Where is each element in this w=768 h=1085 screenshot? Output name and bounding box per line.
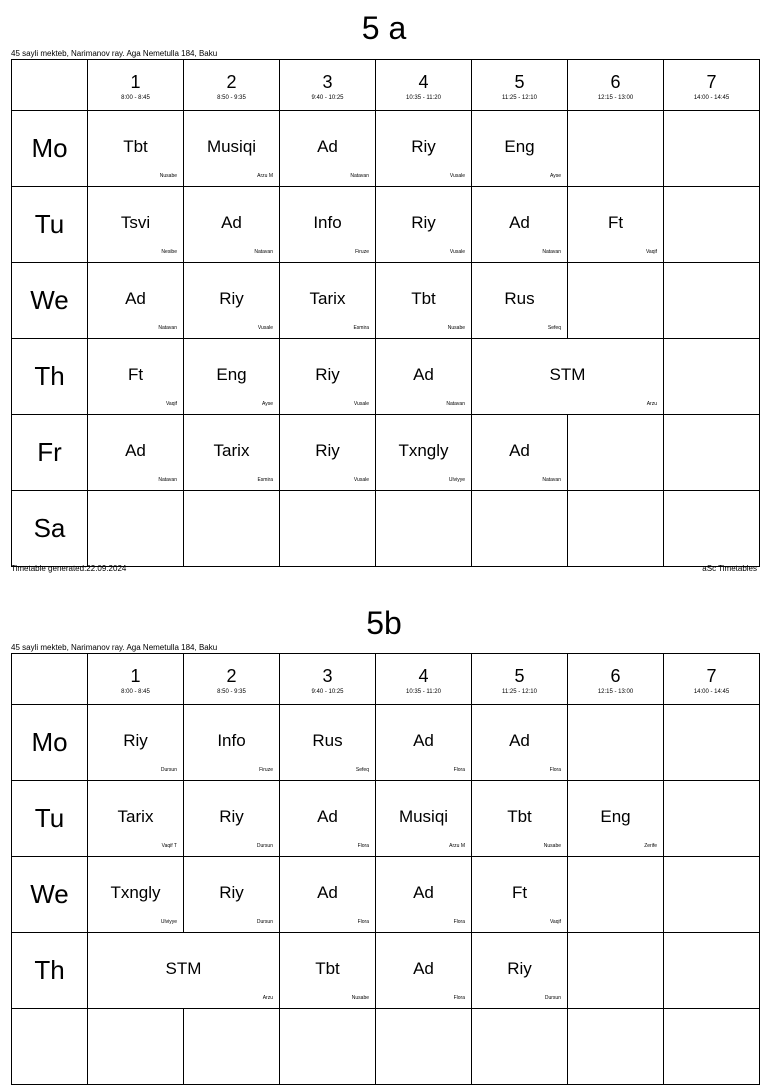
lesson-teacher: Firuze [259,767,273,773]
lesson-teacher: Flora [549,767,561,773]
period-time: 8:50 - 9:35 [217,95,246,101]
period-number: 3 [322,666,333,686]
lesson-subject: Info [313,213,342,232]
lesson-subject: Eng [600,807,631,826]
lesson-cell [280,933,376,1009]
period-header [184,654,280,705]
period-time: 10:35 - 11:20 [406,689,441,695]
lesson-subject: Eng [216,365,247,384]
lesson-teacher: Vusale [257,325,273,331]
lesson-subject: Ad [221,213,242,232]
lesson-subject: Rus [504,289,535,308]
period-number: 4 [418,666,429,686]
lesson-teacher: Vaqif [645,249,657,255]
lesson-cell [280,263,376,339]
lesson-cell [88,263,184,339]
lesson-cell [280,187,376,263]
lesson-cell [184,339,280,415]
lesson-teacher: Dursun [160,767,177,773]
lesson-subject: Txngly [398,441,449,460]
lesson-teacher: Nusabe [159,173,177,179]
lesson-cell [280,857,376,933]
lesson-subject: Eng [504,137,535,156]
lesson-cell [376,781,472,857]
lesson-teacher: Vaqif T [161,843,177,849]
timetable-title: 5 a [361,10,407,46]
lesson-cell [376,933,472,1009]
lesson-teacher: Natavan [158,477,177,483]
lesson-subject: Riy [219,807,244,826]
period-time: 12:15 - 13:00 [597,689,634,695]
lesson-teacher: Sefeq [355,767,369,773]
lesson-cell [184,857,280,933]
period-time: 8:50 - 9:35 [217,689,246,695]
lesson-cell [280,781,376,857]
empty-cell [280,491,376,567]
period-number: 6 [610,666,621,686]
lesson-subject: STM [165,959,202,978]
lesson-teacher: Zerife [644,843,657,849]
lesson-subject: Musiqi [206,137,257,156]
lesson-cell [88,933,280,1009]
empty-cell [376,1009,472,1085]
empty-cell [280,1009,376,1085]
timetable-grid [11,653,760,1085]
empty-cell [376,491,472,567]
period-header [280,654,376,705]
lesson-teacher: Natavan [446,401,465,407]
lesson-teacher: Ayse [549,173,561,179]
period-header [664,654,760,705]
period-time: 14:00 - 14:45 [693,689,730,695]
lesson-subject: Riy [507,959,532,978]
lesson-cell [376,111,472,187]
period-number: 7 [706,72,717,92]
empty-cell [568,705,664,781]
empty-cell [664,339,760,415]
period-header [472,60,568,111]
lesson-subject: Ad [509,213,530,232]
lesson-cell [88,111,184,187]
timetable-grid [11,59,760,567]
period-time: 14:00 - 14:45 [693,95,730,101]
lesson-cell [472,339,664,415]
day-label: Th [12,933,88,1009]
lesson-subject: Riy [411,137,436,156]
lesson-subject: Tarix [117,807,154,826]
period-header [88,60,184,111]
lesson-cell [280,111,376,187]
empty-cell [664,111,760,187]
lesson-teacher: Esmira [353,325,369,331]
generated-date: Timetable generated:22.09.2024 [11,564,127,573]
lesson-teacher: Dursun [256,919,273,925]
corner-cell [12,60,88,111]
lesson-subject: Riy [219,883,244,902]
lesson-subject: Tbt [315,959,340,978]
period-time: 8:00 - 8:45 [121,95,150,101]
lesson-teacher: Natavan [350,173,369,179]
empty-cell [568,857,664,933]
lesson-cell [376,339,472,415]
day-label: Fr [12,415,88,491]
empty-cell [184,491,280,567]
empty-cell [664,1009,760,1085]
lesson-teacher: Dursun [256,843,273,849]
empty-cell [88,1009,184,1085]
lesson-teacher: Flora [357,919,369,925]
period-number: 3 [322,72,333,92]
lesson-cell [88,705,184,781]
lesson-subject: Ad [413,365,434,384]
lesson-teacher: Ulviyye [160,919,177,925]
period-number: 2 [226,72,237,92]
lesson-cell [88,187,184,263]
empty-cell [664,857,760,933]
empty-cell [568,1009,664,1085]
lesson-cell [376,263,472,339]
lesson-teacher: Vusale [353,401,369,407]
lesson-subject: Ad [317,137,338,156]
empty-cell [568,415,664,491]
period-time: 9:40 - 10:25 [311,95,344,101]
lesson-cell [184,111,280,187]
period-header [568,654,664,705]
lesson-cell [280,705,376,781]
period-header-row [12,60,760,111]
lesson-teacher: Ayse [261,401,273,407]
day-row [12,781,760,857]
lesson-cell [88,415,184,491]
period-number: 1 [130,666,141,686]
day-row [12,933,760,1009]
lesson-teacher: Firuze [355,249,369,255]
lesson-cell [472,187,568,263]
empty-cell [664,933,760,1009]
lesson-subject: Ad [509,731,530,750]
lesson-cell [472,415,568,491]
lesson-teacher: Arzu [262,995,273,1001]
lesson-subject: Ft [127,365,144,384]
day-label: We [12,263,88,339]
lesson-cell [88,339,184,415]
brand-label: aSc Timetables [702,564,757,573]
lesson-teacher: Natavan [158,325,177,331]
empty-cell [568,111,664,187]
lesson-subject: Ad [413,731,434,750]
lesson-subject: Info [217,731,246,750]
lesson-subject: Tarix [213,441,250,460]
lesson-teacher: Vusale [353,477,369,483]
period-time: 10:35 - 11:20 [406,95,441,101]
day-row [12,263,760,339]
lesson-cell [88,781,184,857]
period-header [280,60,376,111]
lesson-subject: Ad [125,289,146,308]
lesson-subject: STM [549,365,586,384]
lesson-teacher: Vaqif [549,919,561,925]
empty-cell [472,1009,568,1085]
lesson-teacher: Flora [453,767,465,773]
lesson-subject: Rus [312,731,343,750]
day-label: Mo [12,705,88,781]
lesson-subject: Riy [219,289,244,308]
lesson-teacher: Vaqif [165,401,177,407]
empty-cell [664,781,760,857]
period-header-row [12,654,760,705]
empty-cell [184,1009,280,1085]
day-row [12,187,760,263]
lesson-teacher: Natavan [254,249,273,255]
period-time: 12:15 - 13:00 [597,95,634,101]
period-time: 11:25 - 12:10 [502,689,537,695]
empty-cell [88,491,184,567]
lesson-teacher: Arzu [646,401,657,407]
empty-cell [472,491,568,567]
period-time: 11:25 - 12:10 [502,95,537,101]
lesson-cell [472,857,568,933]
lesson-cell [472,705,568,781]
day-row [12,111,760,187]
period-header [376,654,472,705]
lesson-cell [280,339,376,415]
lesson-teacher: Flora [453,919,465,925]
day-label: Th [12,339,88,415]
period-header [472,654,568,705]
lesson-subject: Ad [509,441,530,460]
empty-cell [664,705,760,781]
period-time: 9:40 - 10:25 [311,689,344,695]
period-header [376,60,472,111]
lesson-subject: Riy [315,441,340,460]
lesson-teacher: Ulviyye [448,477,465,483]
lesson-subject: Tbt [123,137,148,156]
lesson-subject: Tbt [507,807,532,826]
empty-cell [568,491,664,567]
lesson-cell [184,781,280,857]
lesson-teacher: Nusabe [447,325,465,331]
lesson-teacher: Nusabe [351,995,369,1001]
period-number: 2 [226,666,237,686]
school-address: 45 sayli mekteb, Narimanov ray. Aga Nemetulla 184, Baku [11,643,218,652]
lesson-teacher: Vusale [449,249,465,255]
lesson-subject: Ad [317,807,338,826]
lesson-cell [88,857,184,933]
lesson-cell [376,187,472,263]
empty-cell [664,187,760,263]
lesson-teacher: Natavan [542,249,561,255]
lesson-subject: Riy [411,213,436,232]
period-number: 4 [418,72,429,92]
lesson-subject: Riy [123,731,148,750]
lesson-teacher: Flora [453,995,465,1001]
lesson-subject: Ft [607,213,624,232]
lesson-cell [376,857,472,933]
day-row [12,491,760,567]
day-row [12,857,760,933]
day-label: Mo [12,111,88,187]
empty-cell [664,263,760,339]
lesson-cell [472,111,568,187]
school-address: 45 sayli mekteb, Narimanov ray. Aga Nemetulla 184, Baku [11,49,218,58]
lesson-teacher: Nusabe [543,843,561,849]
lesson-cell [184,263,280,339]
lesson-cell [568,781,664,857]
lesson-teacher: Arzu M [449,843,465,849]
lesson-teacher: Natavan [542,477,561,483]
period-header [184,60,280,111]
lesson-teacher: Flora [357,843,369,849]
lesson-cell [280,415,376,491]
period-header [568,60,664,111]
lesson-subject: Tbt [411,289,436,308]
day-row [12,339,760,415]
period-number: 7 [706,666,717,686]
day-label: Tu [12,187,88,263]
period-time: 8:00 - 8:45 [121,689,150,695]
empty-cell [568,933,664,1009]
day-label: Sa [12,491,88,567]
lesson-teacher: Dursun [544,995,561,1001]
lesson-cell [472,263,568,339]
day-row [12,705,760,781]
lesson-subject: Riy [315,365,340,384]
lesson-cell [472,933,568,1009]
period-header [664,60,760,111]
lesson-subject: Tsvi [120,213,151,232]
timetable-title: 5b [366,605,402,641]
lesson-subject: Txngly [110,883,161,902]
day-label: We [12,857,88,933]
period-number: 6 [610,72,621,92]
period-number: 1 [130,72,141,92]
lesson-cell [184,415,280,491]
lesson-teacher: Arzu M [257,173,273,179]
lesson-subject: Ad [413,883,434,902]
lesson-cell [184,705,280,781]
period-header [88,654,184,705]
day-row [12,415,760,491]
lesson-subject: Musiqi [398,807,449,826]
empty-cell [568,263,664,339]
day-label [12,1009,88,1085]
lesson-teacher: Vusale [449,173,465,179]
day-row [12,1009,760,1085]
lesson-subject: Ad [413,959,434,978]
empty-cell [664,415,760,491]
lesson-teacher: Sefeq [547,325,561,331]
lesson-subject: Ad [317,883,338,902]
empty-cell [664,491,760,567]
lesson-cell [568,187,664,263]
lesson-subject: Tarix [309,289,346,308]
lesson-subject: Ad [125,441,146,460]
lesson-cell [376,415,472,491]
day-label: Tu [12,781,88,857]
corner-cell [12,654,88,705]
lesson-teacher: Nesibe [161,249,177,255]
lesson-cell [376,705,472,781]
lesson-teacher: Esmira [257,477,273,483]
period-number: 5 [514,72,525,92]
lesson-cell [472,781,568,857]
lesson-cell [184,187,280,263]
period-number: 5 [514,666,525,686]
lesson-subject: Ft [511,883,528,902]
